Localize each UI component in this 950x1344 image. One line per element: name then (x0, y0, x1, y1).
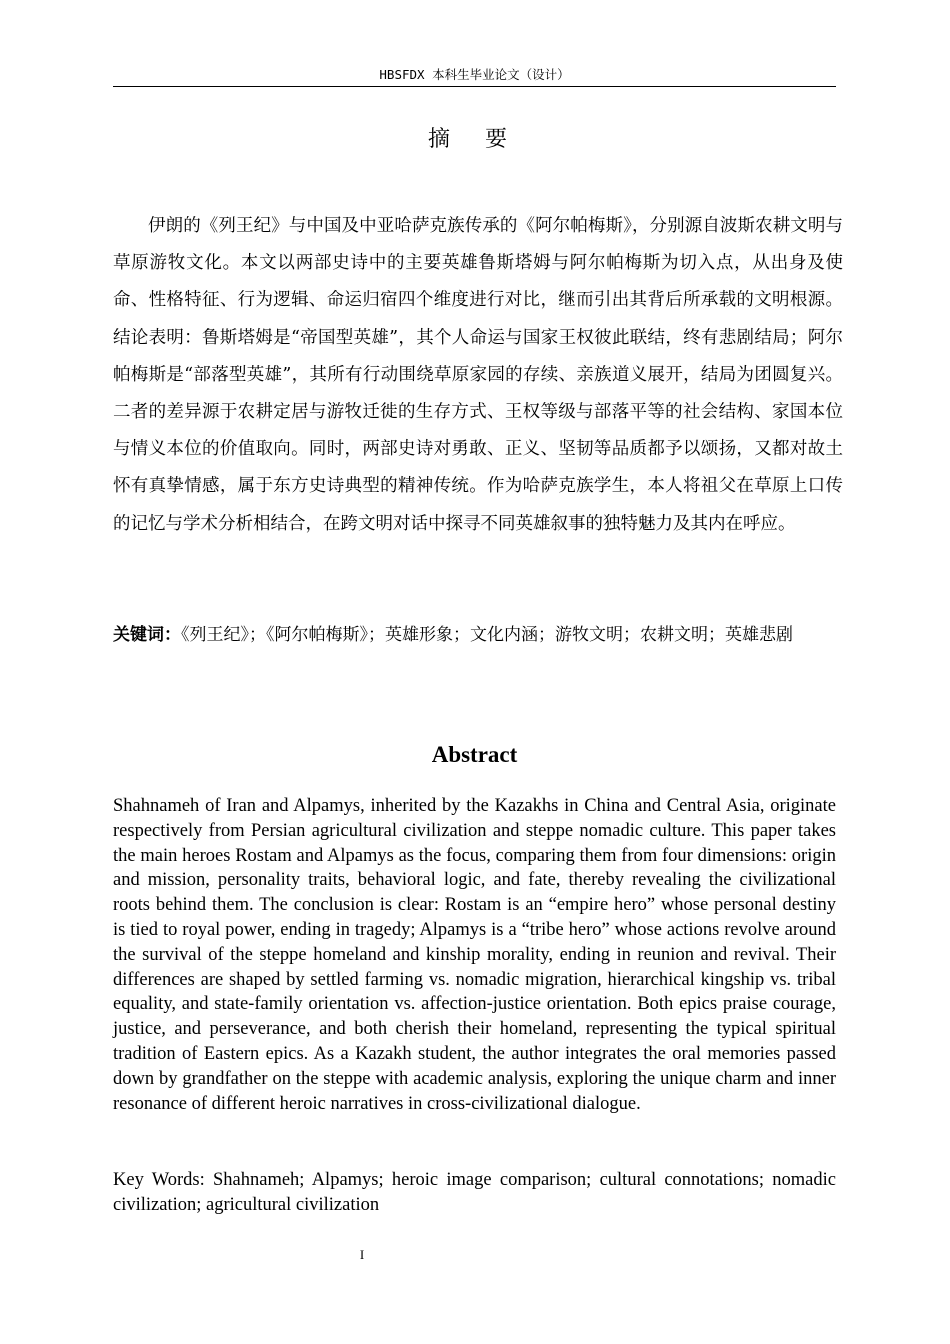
chinese-keywords-list: 《列王纪》；《阿尔帕梅斯》；英雄形象；文化内涵；游牧文明；农耕文明；英雄悲剧 (181, 625, 793, 645)
running-header: HBSFDX 本科生毕业论文（设计） (379, 67, 570, 82)
header-rule (113, 86, 836, 87)
chinese-abstract-body: 伊朗的《列王纪》与中国及中亚哈萨克族传承的《阿尔帕梅斯》，分别源自波斯农耕文明与草原游牧文化。本文以两部史诗中的主要英雄鲁斯塔姆与阿尔帕梅斯为切入点，从出身及使命、性格特征、行为逻辑、命运归宿四个维度进行对比，继而引出其背后所承载的文明根源。结论表明：鲁斯塔姆是“帝国型英雄”，其个人命运与国家王权彼此联结，终有悲剧结局；阿尔帕梅斯是“部落型英雄”，其所有行动围绕草原家园的存续、亲族道义展开，结局为团圆复兴。二者的差异源于农耕定居与游牧迁徙的生存方式、王权等级与部落平等的社会结构、家国本位与情义本位的价值取向。同时，两部史诗对勇敢、正义、坚韧等品质都予以颂扬，又都对故土怀有真挚情感，属于东方史诗典型的精神传统。作为哈萨克族学生，本人将祖父在草原上口传的记忆与学术分析相结合，在跨文明对话中探寻不同英雄叙事的独特魅力及其内在呼应。 (113, 216, 843, 534)
page-number: I (359, 1247, 365, 1262)
chinese-keywords-label: 关键词： (113, 625, 181, 645)
english-abstract-title: Abstract (431, 742, 518, 767)
chinese-keywords (113, 617, 853, 653)
chinese-abstract-title: 摘 要 (428, 127, 521, 152)
english-keywords: Key Words: Shahnameh; Alpamys; heroic image comparison; cultural connotations; nomadic civilization; agricultural civilization (113, 1170, 836, 1215)
english-abstract-body: Shahnameh of Iran and Alpamys, inherited by the Kazakhs in China and Central Asia, originate respectively from Persian agricultural civilization and steppe nomadic culture. This paper takes the main heroes Rostam and Alpamys as the focus, comparing them from four dimensions: origin and mission, personality traits, behavioral logic, and fate, thereby revealing the civilizational roots behind them. The conclusion is clear: Rostam is an “empire hero” whose personal destiny is tied to royal power, ending in tragedy; Alpamys is a “tribe hero” whose actions revolve around the survival of the steppe homeland and kinship morality, ending in reunion and revival. Their differences are shaped by settled farming vs. nomadic migration, hierarchical kingship vs. tribal equality, and state-family orientation vs. affection-justice orientation. Both epics praise courage, justice, and perseverance, and both cherish their homeland, representing the typical spiritual tradition of Eastern epics. As a Kazakh student, the author integrates the oral memories passed down by grandfather on the steppe with academic analysis, exploring the unique charm and inner resonance of different heroic narratives in cross-civilizational dialogue. (113, 796, 836, 1114)
